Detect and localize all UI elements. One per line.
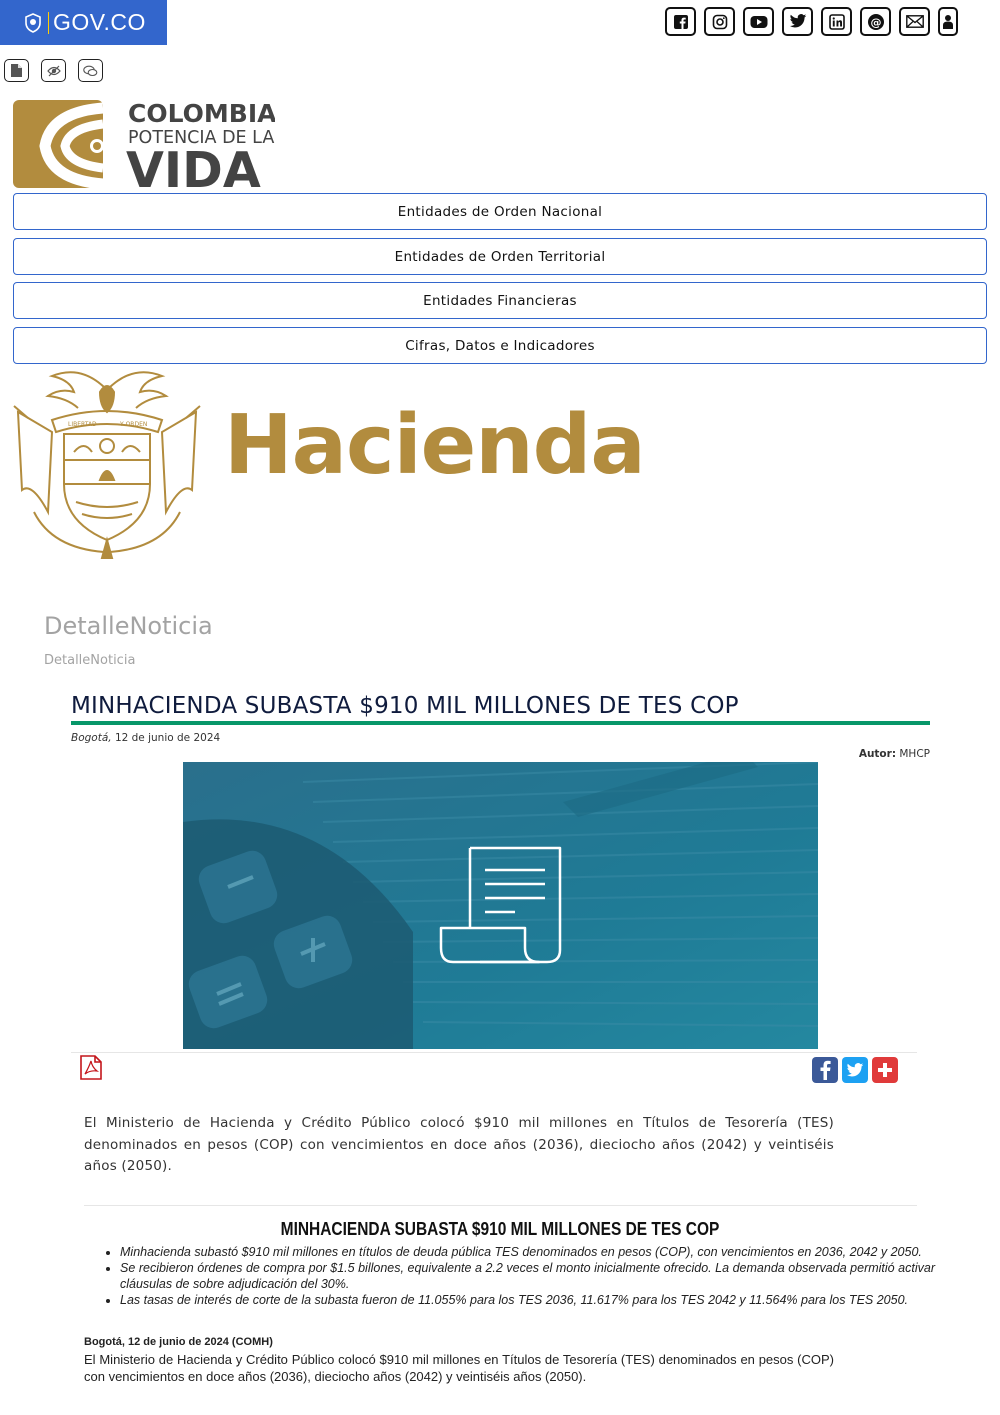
breadcrumb[interactable]: DetalleNoticia (44, 653, 136, 668)
nav-entidades-territorial[interactable] (13, 238, 987, 275)
headline-underline (71, 721, 930, 725)
nav-label: Entidades Financieras (423, 292, 577, 309)
document-icon[interactable] (4, 59, 29, 82)
logo-line2: POTENCIA DE LA (128, 128, 275, 148)
colombia-potencia-logo[interactable] (13, 98, 275, 190)
youtube-icon[interactable] (743, 7, 774, 36)
article-body: El Ministerio de Hacienda y Crédito Público colocó $910 mil millones en Títulos de Tesorería (TES) denominados en pesos (COP) con vencimientos en doce años (2036), dieciocho años (2042) y veintiséis años (2050). (84, 1352, 834, 1384)
list-item: • Se recibieron órdenes de compra por $1.5 billones, equivalente a 2.2 veces el monto inicialmente ofrecido. La demanda observada permitió activar cláusulas de sobre adjudicación del 30%. (120, 1260, 935, 1292)
list-item: • Las tasas de interés de corte de la subasta fueron de 11.055% para los TES 2036, 11.617% para los TES 2042 y 11.564% para los TES 2050. (120, 1292, 935, 1308)
nav-entidades-nacional[interactable] (13, 193, 987, 230)
list-item: • Minhacienda subastó $910 mil millones en títulos de deuda pública TES denominados en pesos (COP), con vencimientos en 2036, 2042 y 2050. (120, 1244, 935, 1260)
article-image (183, 762, 818, 1049)
social-links (665, 7, 966, 36)
nav-label: Entidades de Orden Nacional (397, 203, 603, 220)
divider (71, 1052, 917, 1053)
article-headline: MINHACIENDA SUBASTA $910 MIL MILLONES DE TES COP (71, 693, 739, 719)
facebook-icon[interactable] (665, 7, 696, 36)
brand-separator (48, 12, 49, 34)
twitter-icon[interactable] (782, 7, 813, 36)
press-release-title: MINHACIENDA SUBASTA $910 MIL MILLONES DE TES COP (280, 1219, 720, 1239)
chat-icon[interactable] (78, 59, 103, 82)
govco-logo[interactable] (0, 0, 167, 45)
page-title: DetalleNoticia (44, 612, 213, 640)
divider (84, 1205, 917, 1206)
coat-of-arms-icon (24, 13, 42, 33)
nav-cifras-datos[interactable] (13, 327, 987, 364)
nav-entidades-financieras[interactable] (13, 282, 987, 319)
article-lead: El Ministerio de Hacienda y Crédito Público colocó $910 mil millones en Títulos de Tesorería (TES) denominados en pesos (COP) con vencimientos en doce años (2036), dieciocho años (2042) y veintiséis años (2050). (84, 1115, 834, 1174)
top-bar (0, 0, 1000, 50)
svg-text:@: @ (870, 15, 881, 29)
user-icon[interactable] (938, 7, 958, 36)
twitter-share-icon[interactable] (842, 1057, 868, 1083)
shield-motto-right: Y ORDEN (120, 421, 148, 428)
shield-motto-left: LIBERTAD (68, 421, 97, 428)
nav-label: Entidades de Orden Territorial (394, 248, 606, 265)
author-label: Autor: (858, 748, 897, 760)
accessibility-toolbar (4, 59, 115, 82)
govco-brand-text: GOV.CO (53, 9, 146, 35)
mail-icon[interactable] (899, 7, 930, 36)
add-share-icon[interactable] (872, 1057, 898, 1083)
instagram-icon[interactable] (704, 7, 735, 36)
facebook-share-icon[interactable] (812, 1057, 838, 1083)
article-author (859, 748, 930, 760)
date-value: 12 de junio de 2024 (111, 732, 221, 744)
nav-label: Cifras, Datos e Indicadores (405, 337, 595, 354)
article-date (71, 732, 220, 744)
date-city: Bogotá, (71, 732, 112, 744)
press-release-dateline: Bogotá, 12 de junio de 2024 (COMH) (84, 1336, 273, 1348)
logo-line1: COLOMBIA (128, 99, 275, 128)
share-buttons (812, 1057, 902, 1083)
logo-line3: VIDA (126, 142, 261, 190)
coat-of-arms-icon (12, 362, 202, 562)
key-points-list (102, 1244, 935, 1308)
contrast-icon[interactable] (41, 59, 66, 82)
hacienda-wordmark: Hacienda (224, 398, 645, 493)
pdf-icon[interactable] (80, 1055, 102, 1080)
linkedin-icon[interactable] (821, 7, 852, 36)
threads-icon[interactable] (860, 7, 891, 36)
author-value: MHCP (896, 748, 930, 760)
